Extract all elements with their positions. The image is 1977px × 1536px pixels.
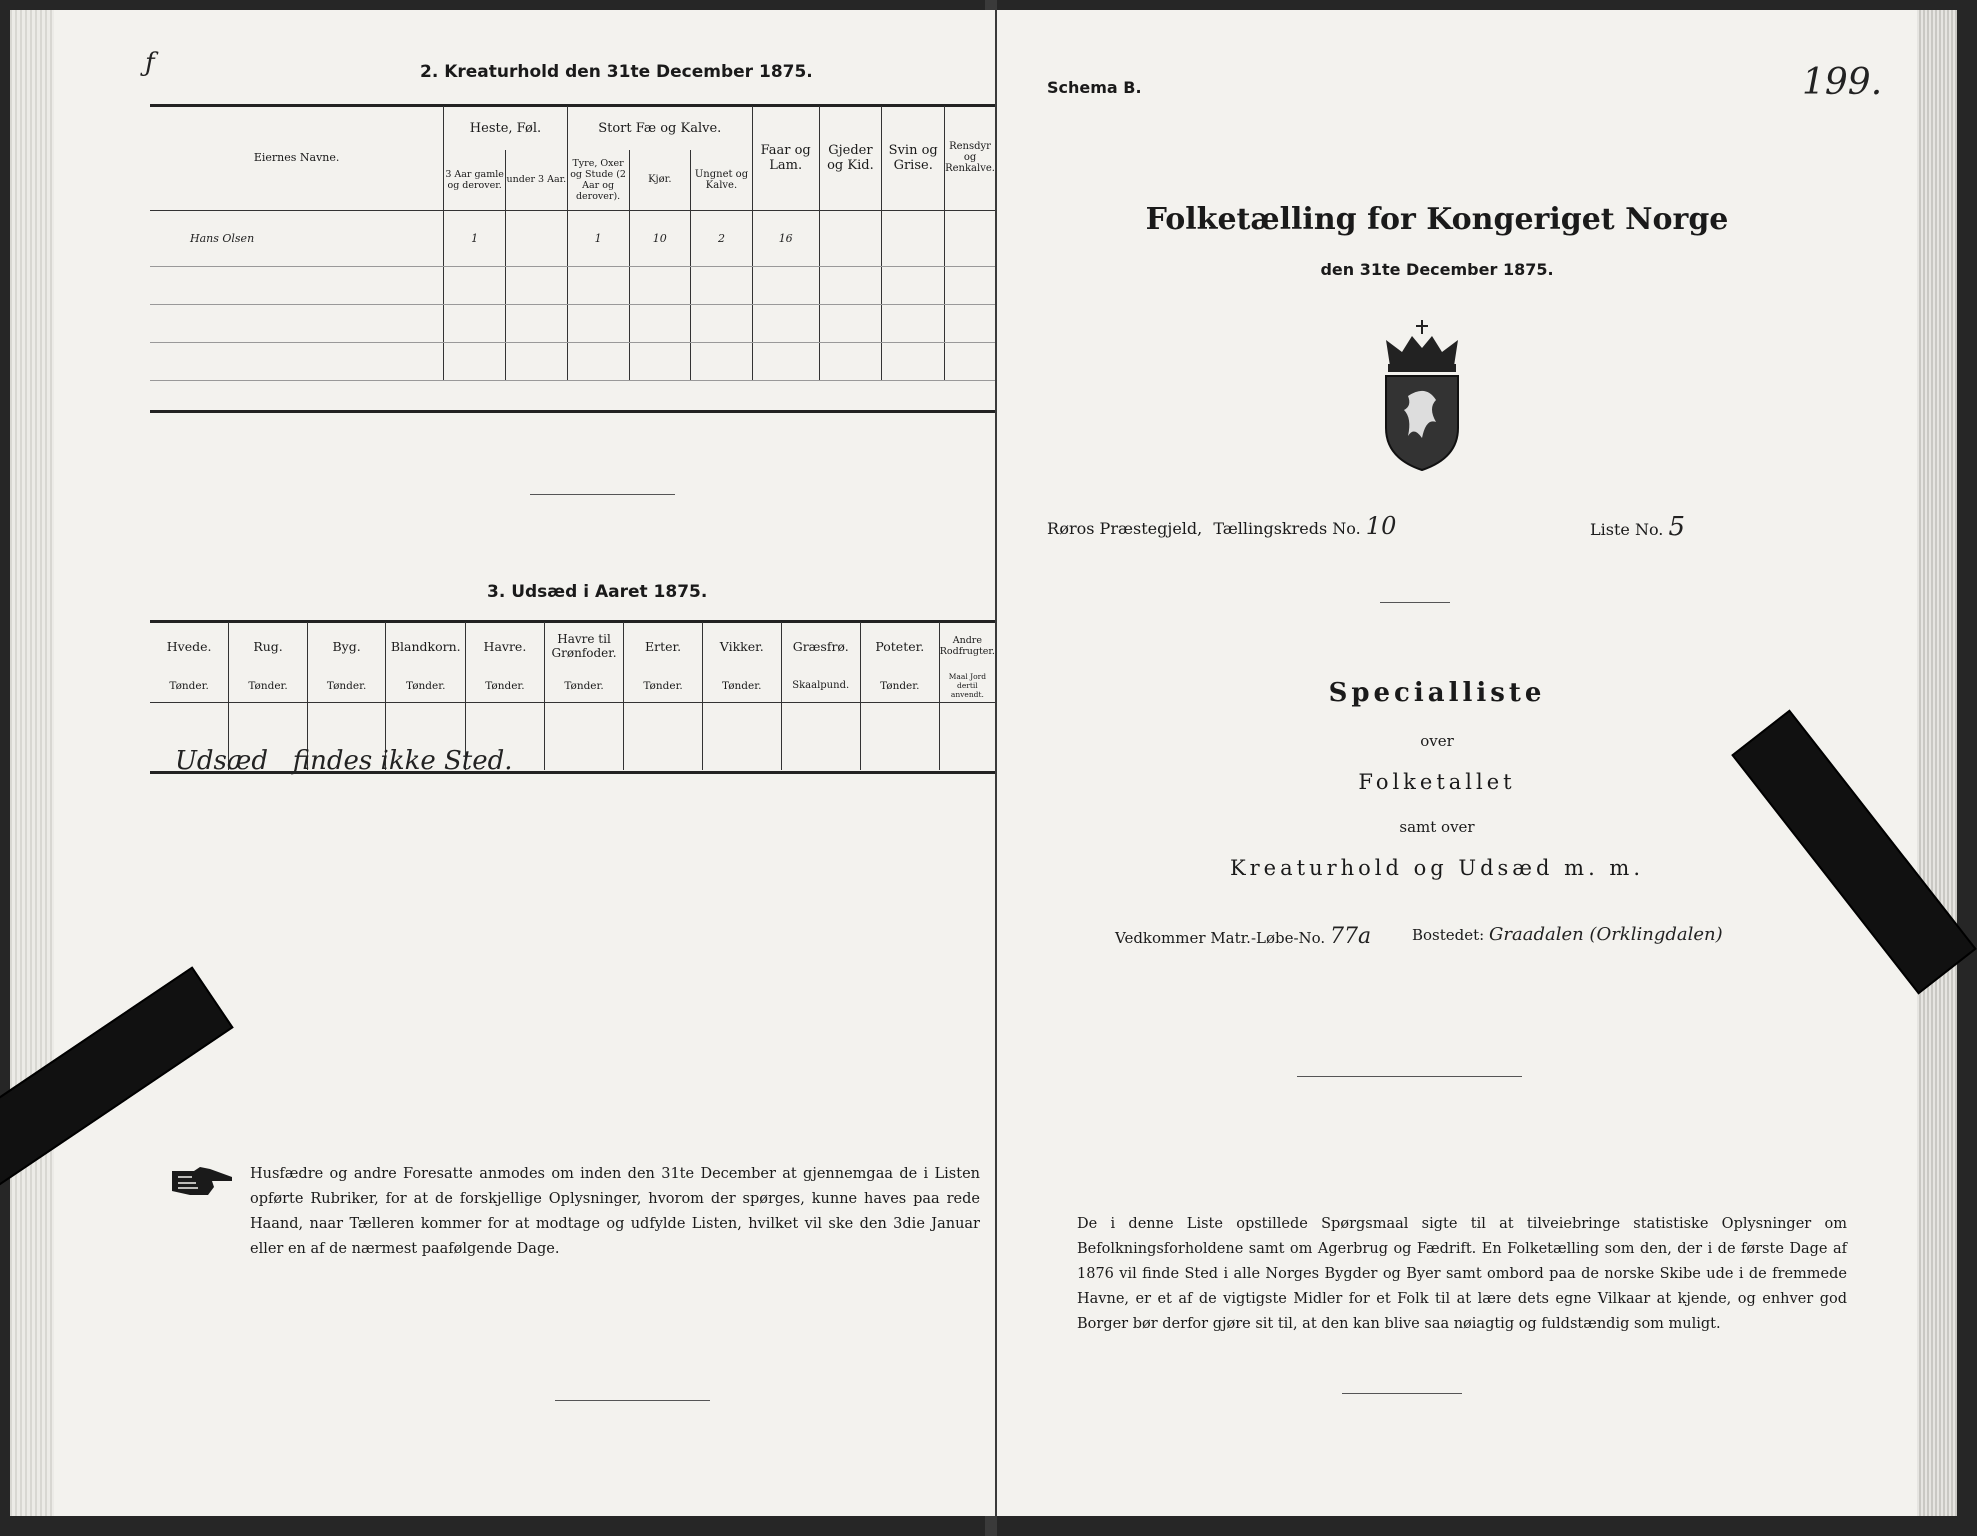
table3-bottom-rule: [150, 771, 995, 774]
table2-bottom-rule: [150, 410, 995, 413]
col-gjeder: Gjeder og Kid.: [819, 106, 882, 210]
col-tyre: Tyre, Oxer og Stude (2 Aar og derover).: [567, 150, 629, 210]
page-number: 199.: [1802, 62, 1883, 103]
cell-faar: 16: [752, 210, 819, 266]
seed-col-poteter: Poteter.: [860, 622, 939, 670]
liste-line: [1590, 512, 1685, 542]
page-edges-right: [1917, 10, 1957, 1516]
owner-header: Eiernes Navne.: [150, 106, 444, 210]
right-page: [997, 10, 1957, 1516]
col-svin: Svin og Grise.: [882, 106, 945, 210]
samt-over-text: samt over: [1399, 818, 1475, 836]
seed-unit: Tønder.: [466, 670, 545, 702]
section2-title: 2. Kreaturhold den 31te December 1875.: [420, 62, 813, 82]
corner-pencil-mark: ƒ: [145, 48, 155, 78]
seed-col-havre: Havre.: [466, 622, 545, 670]
cell-ungnet: 2: [691, 210, 753, 266]
group-header-stort: Stort Fæ og Kalve.: [567, 106, 752, 150]
table-row: [150, 210, 995, 266]
bosted-value: Graadalen (Orklingdalen): [1489, 924, 1723, 945]
divider: [1297, 1076, 1522, 1077]
census-subtitle: den 31te December 1875.: [1320, 260, 1554, 279]
kreds-label: Tællingskreds No.: [1213, 519, 1361, 538]
divider: [530, 494, 675, 495]
seed-unit: Tønder.: [307, 670, 386, 702]
folketallet-text: Folketallet: [1358, 770, 1516, 794]
seed-unit: Tønder.: [624, 670, 703, 702]
col-heste-old: 3 Aar gamle og derover.: [444, 150, 506, 210]
seed-unit: Tønder.: [544, 670, 624, 702]
cell-heste-old: 1: [444, 210, 506, 266]
seed-unit: Maal Jord dertil anvendt.: [939, 670, 995, 702]
bosted-line: [1412, 924, 1723, 945]
notice-text: Husfædre og andre Foresatte anmodes om inden den 31te December at gjennemgaa de i Listen opførte Rubriker, for at de forskjellige Oplysninger, hvorom der spørges, kunne haves paa rede Haand, naar Tælleren kommer for at modtage og udfylde Listen, hvilket vil ske den 3die Januar eller en af de nærmest paafølgende Dage.: [250, 1166, 980, 1257]
specialliste-heading: Specialliste: [1328, 678, 1546, 708]
divider: [555, 1400, 710, 1401]
seed-col-blandkorn: Blandkorn.: [386, 622, 466, 670]
prestegjeld: Røros Præstegjeld,: [1047, 519, 1203, 538]
district-line: [1047, 512, 1396, 540]
col-faar: Faar og Lam.: [752, 106, 819, 210]
matr-label: Vedkommer Matr.-Løbe-No.: [1115, 929, 1326, 947]
col-rensdyr: Rensdyr og Renkalve.: [945, 106, 995, 210]
matr-number: 77a: [1330, 924, 1372, 949]
pointing-hand-icon: [170, 1165, 235, 1197]
kreaturhold-text: Kreaturhold og Udsæd m. m.: [1229, 856, 1645, 880]
seed-col-gronfoder: Havre til Grønfoder.: [544, 622, 624, 670]
seed-unit: Tønder.: [860, 670, 939, 702]
page-edges-left: [10, 10, 54, 1516]
cell-rensdyr: [945, 210, 995, 266]
seed-unit: Tønder.: [150, 670, 229, 702]
divider: [1342, 1393, 1462, 1394]
over-text: over: [1420, 732, 1454, 750]
norway-coat-of-arms-icon: [1372, 318, 1472, 473]
seed-unit: Skaalpund.: [781, 670, 860, 702]
table-row: [150, 266, 995, 304]
liste-number: 5: [1668, 512, 1686, 542]
census-title: Folketælling for Kongeriget Norge: [1145, 202, 1729, 237]
seed-unit: Tønder.: [229, 670, 308, 702]
explanation-text: De i denne Liste opstillede Spørgsmaal sigte til at tilveiebringe statistiske Oplysninger om Befolkningsforholdene samt om Agerbrug og Fædrift. En Folketælling som den, der i de første Dage af 1876 vil finde Sted i alle Norges Bygder og Byer samt ombord paa de norske Skibe ude i de fremmede Havne, er et af de vigtigste Midler for et Folk til at lære dets egne Vilkaar at kjende, og enhver god Borger bør derfor gjøre sit til, at den kan blive saa nøiagtig og fuldstændig som muligt.: [1077, 1216, 1847, 1332]
seed-col-rug: Rug.: [229, 622, 308, 670]
seed-col-erter: Erter.: [624, 622, 703, 670]
col-kjor: Kjør.: [629, 150, 691, 210]
col-ungnet: Ungnet og Kalve.: [691, 150, 753, 210]
seed-col-byg: Byg.: [307, 622, 386, 670]
livestock-table: [150, 106, 995, 381]
bosted-label: Bostedet:: [1412, 926, 1485, 944]
seed-col-andre: Andre Rodfrugter.: [939, 622, 995, 670]
cell-kjor: 10: [629, 210, 691, 266]
cell-svin: [882, 210, 945, 266]
cell-tyre: 1: [567, 210, 629, 266]
schema-label: Schema B.: [1047, 78, 1142, 97]
cell-heste-young: [506, 210, 568, 266]
divider: [1380, 602, 1450, 603]
owner-name: Hans Olsen: [150, 210, 444, 266]
col-heste-young: under 3 Aar.: [506, 150, 568, 210]
liste-label: Liste No.: [1590, 520, 1664, 539]
seed-col-vikker: Vikker.: [702, 622, 781, 670]
section3-title: 3. Udsæd i Aaret 1875.: [487, 582, 708, 602]
matr-line: [1115, 924, 1371, 949]
kreds-number: 10: [1365, 512, 1397, 540]
table-row: [150, 342, 995, 380]
table-row: [150, 304, 995, 342]
seed-col-graesfro: Græsfrø.: [781, 622, 860, 670]
cell-gjeder: [819, 210, 882, 266]
seed-unit: Tønder.: [386, 670, 466, 702]
left-page: [10, 10, 995, 1516]
seed-col-hvede: Hvede.: [150, 622, 229, 670]
group-header-heste: Heste, Føl.: [444, 106, 567, 150]
seed-unit: Tønder.: [702, 670, 781, 702]
seed-handwritten-entry: Udsæd findes ikke Sted.: [175, 746, 513, 776]
